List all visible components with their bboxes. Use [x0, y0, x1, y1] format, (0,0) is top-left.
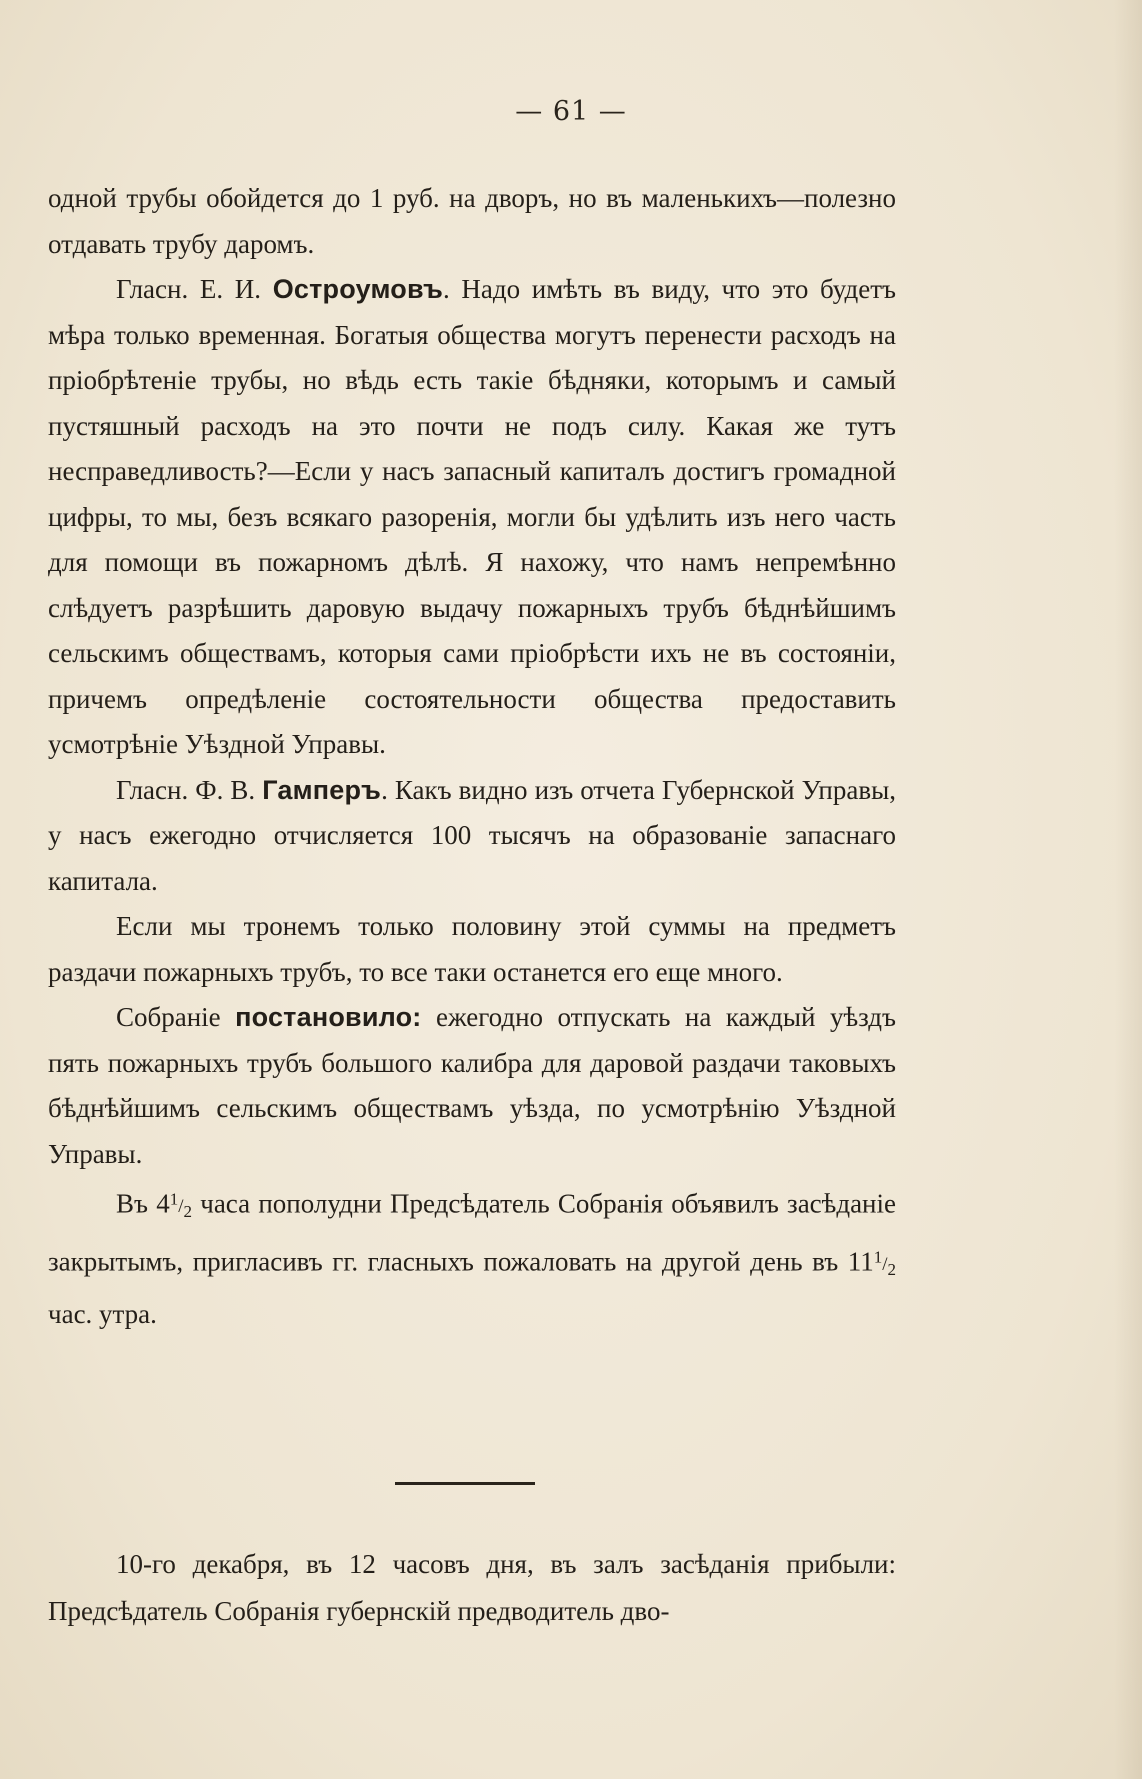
fraction-numerator: 1 — [873, 1247, 883, 1267]
next-section-text — [48, 1541, 896, 1635]
text-segment: Собраніе — [116, 1002, 236, 1032]
paragraph: 10-го декабря, въ 12 часовъ дня, въ залъ засѣданія прибыли: Предсѣдатель Собранія губернскій предводитель дво- — [48, 1549, 896, 1626]
text-segment: час. утра. — [48, 1299, 157, 1330]
text-segment: одной трубы обойдется до 1 руб. на дворъ, но въ маленькихъ—полезно отдавать трубу даромъ. — [48, 183, 896, 259]
paragraph — [48, 1177, 896, 1338]
fraction-denominator: 2 — [183, 1202, 192, 1222]
text-segment: часа пополудни Предсѣдатель Собранія объявилъ засѣданіе закрытымъ, пригласивъ гг. гласныхъ пожаловать на другой день въ 11 — [48, 1188, 896, 1276]
fraction-denominator: 2 — [887, 1259, 896, 1279]
text-segment: Въ 4 — [116, 1188, 170, 1219]
fraction-numerator: 1 — [169, 1190, 179, 1209]
page-number: — 61 — — [515, 96, 627, 127]
paragraph — [48, 995, 896, 1177]
speaker-name: постановило: — [235, 1002, 422, 1032]
paragraph — [48, 176, 896, 267]
paragraph — [48, 768, 896, 905]
fraction: $^1/_2$ — [169, 1190, 192, 1222]
text-segment: Гласн. Ф. В. — [116, 774, 263, 805]
body-text — [48, 176, 896, 1338]
text-segment: . Надо имѣть въ виду, что это будетъ мѣра только временная. Богатыя общества могутъ перенести расходъ на пріобрѣтеніе трубы, но вѣдь есть такіе бѣдняки, которымъ и самый пустяшный расходъ на это почти не подъ силу. Какая же тутъ несправедливость?—Если у насъ запасный капиталъ достигъ громадной цифры, то мы, безъ всякаго разоренія, могли бы удѣлить изъ него часть для помощи въ пожарномъ дѣлѣ. Я нахожу, что намъ непремѣнно слѣдуетъ разрѣшить даровую выдачу пожарныхъ трубъ бѣднѣйшимъ сельскимъ обществамъ, которыя сами пріобрѣсти ихъ не въ состояніи, причемъ опредѣленіе состоятельности общества предоставить усмотрѣніе Уѣздной Управы. — [48, 274, 896, 759]
section-divider — [395, 1482, 535, 1485]
text-segment: ежегодно отпускать на каждый уѣздъ пять пожарныхъ трубъ большого калибра для даровой раздачи таковыхъ бѣднѣйшимъ сельскимъ обществамъ уѣзда, по усмотрѣнію Уѣздной Управы. — [48, 1002, 896, 1169]
speaker-name: Гамперъ — [262, 774, 382, 805]
fraction: $^1/_2$ — [873, 1247, 896, 1279]
text-segment: Гласн. Е. И. — [116, 274, 273, 304]
paragraph — [48, 267, 896, 768]
speaker-name: Остроумовъ — [272, 274, 443, 304]
text-segment: Если мы тронемъ только половину этой суммы на предметъ раздачи пожарныхъ трубъ, то все таки останется его еще много. — [48, 911, 896, 987]
paragraph — [48, 904, 896, 995]
text-segment: . Какъ видно изъ отчета Губернской Управы, у насъ ежегодно отчисляется 100 тысячъ на образованіе запаснаго капитала. — [48, 774, 896, 896]
